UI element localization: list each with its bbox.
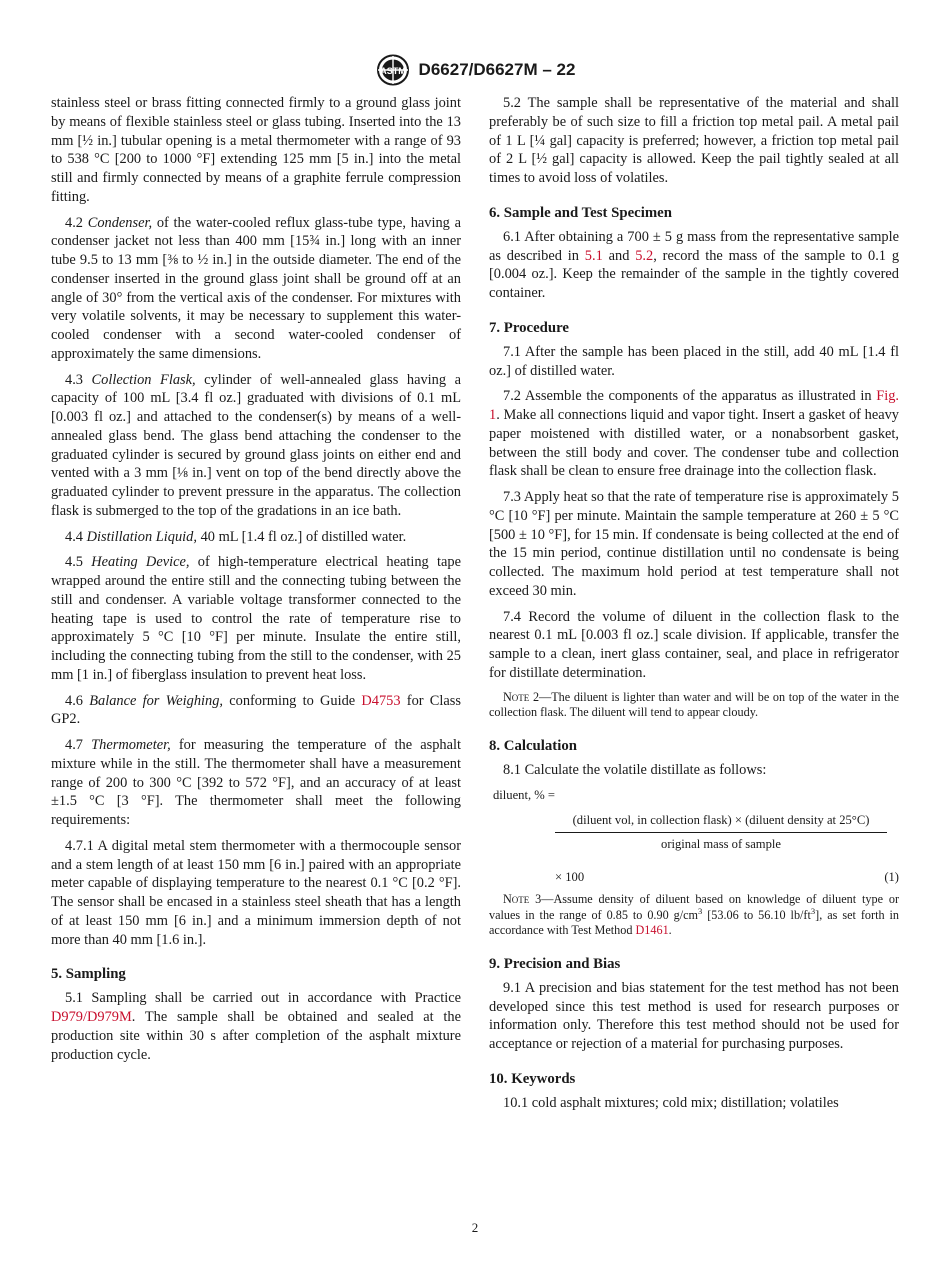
paragraph-9-1: 9.1 A precision and bias statement for the test method has not been developed since this test method is used for research purposes or information only. Therefore this test method should not be used for acceptance or rejection of a material for purchasing purposes. bbox=[489, 979, 899, 1052]
paragraph-4-2 bbox=[51, 214, 461, 364]
note-label: Note 2 bbox=[503, 689, 540, 704]
paragraph-text: 40 mL [1.4 fl oz.] of distilled water. bbox=[200, 528, 407, 545]
right-column bbox=[489, 94, 899, 1120]
paragraph-text: for measuring the temperature of the asphalt mixture while in the still. The thermometer shall have a measurement range of 200 to 300 °C [392 to 572 °F], and an accuracy of at least ±1.5 °C [3 °F]. The thermometer shall meet the following requirements: bbox=[51, 737, 461, 828]
section-heading-precision-bias: 9. Precision and Bias bbox=[489, 955, 621, 972]
paragraph-4-3 bbox=[51, 371, 461, 521]
equation-number: (1) bbox=[884, 869, 899, 884]
paragraph-10-1: 10.1 cold asphalt mixtures; cold mix; distillation; volatiles bbox=[503, 1094, 839, 1111]
section-heading-calculation: 8. Calculation bbox=[489, 737, 577, 754]
paragraph-8-1: 8.1 Calculate the volatile distillate as follows: bbox=[503, 761, 767, 778]
paragraph-4-6 bbox=[51, 692, 461, 730]
note-text: [53.06 to 56.10 lb/ft bbox=[702, 907, 811, 922]
reference-link-5-1[interactable]: 5.1 bbox=[584, 247, 603, 264]
item-caption: Collection Flask, bbox=[91, 371, 196, 388]
left-column bbox=[51, 94, 461, 1071]
paragraph-text: . Make all connections liquid and vapor tight. Insert a gasket of heavy paper moistened with distilled water, or a nonabsorbent gasket, between the still body and cover. The condenser tube and collection flask shall be clean to ensure free drainage into the collection flask. bbox=[489, 407, 899, 480]
astm-logo-text: ASTM bbox=[379, 66, 406, 76]
reference-link-d1461[interactable]: D1461 bbox=[635, 923, 669, 938]
item-caption: Heating Device, bbox=[91, 554, 190, 571]
equation-1 bbox=[489, 786, 899, 886]
section-number: 4.7 bbox=[65, 737, 83, 753]
equation-denominator: original mass of sample bbox=[661, 836, 781, 851]
equation-lhs: diluent, % = bbox=[493, 788, 556, 803]
equation-multiplier: × 100 bbox=[555, 869, 585, 884]
paragraph-7-4: 7.4 Record the volume of diluent in the collection flask to the nearest 0.1 mL [0.003 fl oz.] scale division. If applicable, transfer the sample to a clean, inert glass container, seal, and place in refrigerator for distillate determination. bbox=[489, 608, 899, 681]
reference-link-5-2[interactable]: 5.2 bbox=[635, 247, 654, 264]
note-2 bbox=[489, 690, 899, 721]
paragraph-5-2: 5.2 The sample shall be representative of the material and shall preferably be of such size to fill a friction top metal pail. A metal pail of 1 L [¼ gal] capacity is preferred; however, a friction top metal pail of 2 L [½ gal] capacity is allowed. Keep the pail tightly sealed at all times to avoid loss of volatiles. bbox=[489, 95, 899, 186]
paragraph-4-1-continued: stainless steel or brass fitting connected firmly to a ground glass joint by means of flexible stainless steel or glass tubing. Inserted into the 13 mm [½ in.] tubular opening is a metal thermometer with a range of 93 to 538 °C [200 to 1000 °F] extending 125 mm [5 in.] into the metal still and firmly connected by means of a graphite ferrule compression fitting. bbox=[51, 95, 461, 205]
superscript: 3 bbox=[810, 905, 816, 916]
section-heading-sampling: 5. Sampling bbox=[51, 966, 126, 983]
section-heading-sample-test-specimen: 6. Sample and Test Specimen bbox=[489, 204, 672, 221]
reference-link-d4753[interactable]: D4753 bbox=[361, 692, 401, 709]
note-text: —Assume density of diluent based on knowledge of diluent type or values in the range of 0.85 to 0.90 g/cm bbox=[489, 892, 899, 922]
item-caption: Distillation Liquid, bbox=[86, 528, 197, 545]
paragraph-7-1: 7.1 After the sample has been placed in the still, add 40 mL [1.4 fl oz.] of distilled water. bbox=[489, 343, 899, 379]
page-header bbox=[0, 52, 950, 88]
astm-logo bbox=[375, 53, 411, 87]
paragraph-text: cylinder of well-annealed glass having a capacity of 100 mL [3.4 fl oz.] graduated with divisions of 0.1 mL [0.003 fl oz.] and attached to the condenser(s) by means of a well-annealed glass bend. The glass bend attaching the condenser to the graduated cylinder is secured by ground glass joints on either end and vented with a 3 mm [⅛ in.] vent on top of the bend directly above the graduated cylinder to prevent pressure in the apparatus. The collection flask is submerged to the top of the gradations in an ice bath. bbox=[51, 371, 461, 519]
paragraph-text: . The sample shall be obtained and sealed at the production site within 30 s after completion of the asphalt mixture production cycle. bbox=[51, 1009, 461, 1063]
paragraph-text: of the water-cooled reflux glass-tube type, having a condenser jacket not less than 400 mm [15¾ in.] long with an inner tube 9.5 to 13 mm [⅜ to ½ in.] in the outside diameter. The end of the condenser inserted in the ground glass joint shall be ground off at an angle of 30° from the vertical axis of the condenser. For mixtures with very volatile solvents, it may be necessary to supplement this water-cooled condenser with a second water-cooled condenser of approximately the same dimensions. bbox=[51, 214, 461, 362]
paragraph-text: of high-temperature electrical heating tape wrapped around the entire still and the connecting tubing between the still and condenser. A variable voltage transformer connected to the heating tape is used to control the rate of temperature rise to approximately 5 °C [10 °F] per minute. Insulate the entire still, including the connecting tubing from the still to the condenser, with 25 mm [1 in.] of fiberglass insulation to prevent heat loss. bbox=[51, 554, 461, 683]
section-number: 4.3 bbox=[65, 371, 83, 388]
paragraph-7-2 bbox=[489, 387, 899, 481]
section-heading-keywords: 10. Keywords bbox=[489, 1070, 576, 1087]
section-number: 4.5 bbox=[65, 554, 83, 571]
section-number: 4.4 bbox=[65, 528, 83, 545]
note-text: . bbox=[668, 923, 672, 938]
paragraph-4-7-1: 4.7.1 A digital metal stem thermometer with a thermocouple sensor and a stem length of at least 150 mm [6 in.] paired with an appropriate meter capable of displaying temperature to the nearest 0.1 °C [0.2 °F]. The sensor shall be encased in a stainless steel sheath that has a length of at least 150 mm [6 in.] and a minimum immersion depth of not more than 40 mm [1.6 in.]. bbox=[51, 837, 461, 948]
superscript: 3 bbox=[698, 905, 703, 916]
note-text: ], as set forth in accordance with Test Method bbox=[489, 907, 899, 938]
section-number: 4.6 bbox=[65, 692, 83, 709]
section-number: 4.2 bbox=[65, 214, 83, 231]
item-caption: Thermometer, bbox=[91, 737, 171, 753]
paragraph-6-1 bbox=[489, 228, 899, 303]
paragraph-text: 5.1 Sampling shall be carried out in accordance with Practice bbox=[65, 990, 461, 1007]
paragraph-text: , record the mass of the sample to 0.1 g [0.004 oz.]. Keep the remainder of the sample in the tightly covered container. bbox=[489, 247, 900, 301]
document-designation: D6627/D6627M – 22 bbox=[418, 60, 576, 79]
equation-numerator: (diluent vol, in collection flask) × (diluent density at 25°C) bbox=[555, 811, 887, 833]
note-label: Note 3 bbox=[503, 892, 542, 907]
paragraph-text: for Class GP2. bbox=[51, 692, 461, 728]
paragraph-4-7 bbox=[51, 736, 461, 830]
paragraph-text: 6.1 After obtaining a 700 ± 5 g mass from the representative sample as described in bbox=[489, 228, 899, 264]
reference-link-d979[interactable]: D979/D979M bbox=[51, 1009, 132, 1025]
note-text: —The diluent is lighter than water and will be on top of the water in the collection flask. The diluent will tend to appear cloudy. bbox=[489, 689, 900, 719]
equation-multiplier-row bbox=[555, 868, 899, 887]
paragraph-5-1 bbox=[51, 989, 461, 1064]
item-caption: Balance for Weighing, bbox=[89, 692, 224, 709]
paragraph-4-5 bbox=[51, 553, 461, 684]
equation-fraction bbox=[555, 811, 887, 854]
note-3 bbox=[489, 892, 899, 939]
page-number: 2 bbox=[471, 1220, 479, 1235]
item-caption: Condenser, bbox=[87, 214, 153, 231]
paragraph-text: 7.2 Assemble the components of the apparatus as illustrated in bbox=[503, 388, 872, 405]
section-heading-procedure: 7. Procedure bbox=[489, 319, 569, 336]
paragraph-text: and bbox=[608, 247, 630, 264]
paragraph-4-4 bbox=[51, 528, 461, 547]
paragraph-7-3: 7.3 Apply heat so that the rate of temperature rise is approximately 5 °C [10 °F] per minute. Maintain the sample temperature at 260 ± 5 °C [500 ± 10 °F], for 15 min. If condensate is being collected at the end of the 15 min period, continue distillation until no condensate is being collected. The maximum hold period at test temperature shall not exceed 30 min. bbox=[489, 489, 899, 599]
paragraph-text: conforming to Guide bbox=[229, 692, 356, 709]
reference-link-fig-1[interactable]: Fig. 1 bbox=[489, 388, 899, 423]
